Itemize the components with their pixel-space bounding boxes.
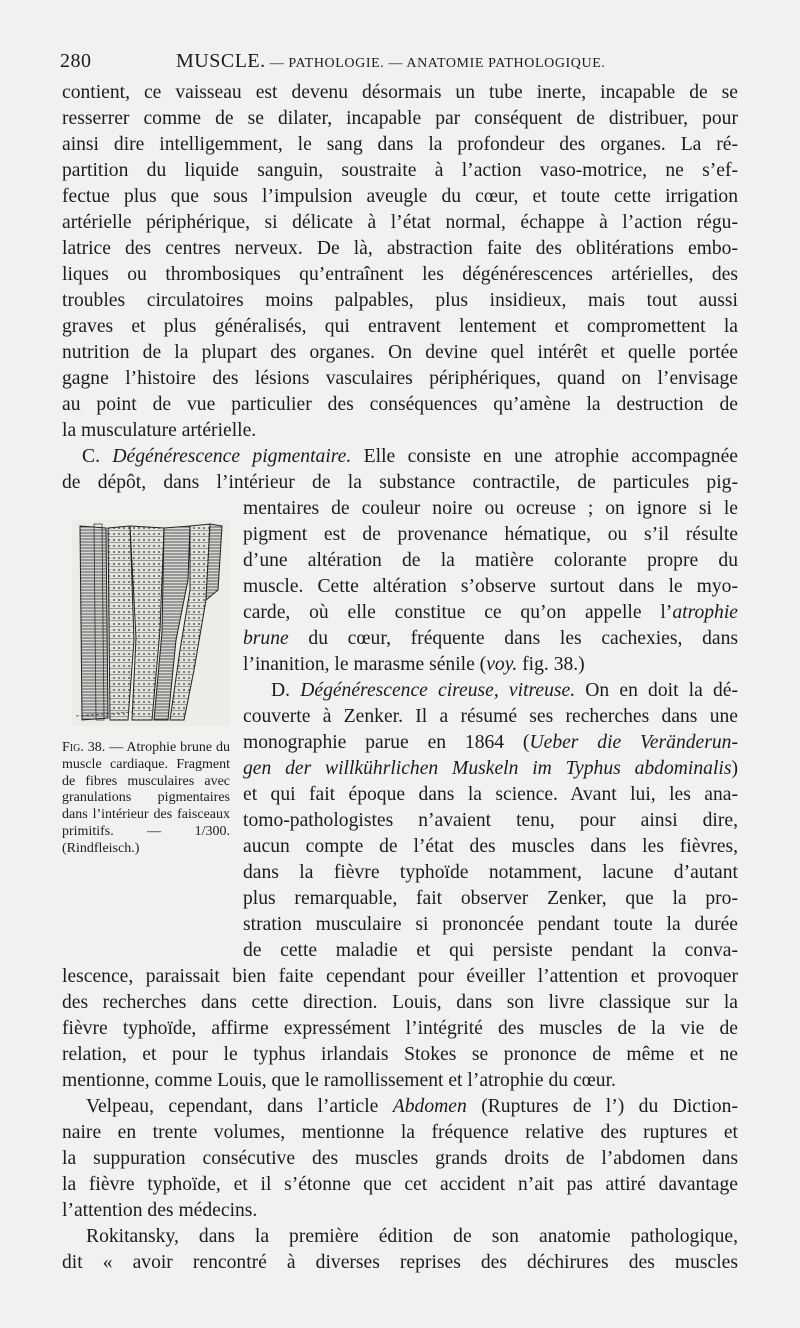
- text-fragment: (Ruptures de l’) du Diction-: [466, 1096, 738, 1117]
- running-header: [60, 46, 740, 76]
- text-line: fectue plus que sous l’impulsion aveugle du cœur, et toute cette irrigation: [62, 186, 738, 207]
- text-line: d’une altération de la matière colorante propre du: [243, 550, 738, 571]
- section-c-heading-line: [62, 444, 738, 470]
- text-line: naire en trente volumes, mentionne la fréquence relative des ruptures et: [62, 1122, 738, 1143]
- running-title-main: MUSCLE.: [176, 50, 266, 72]
- section-label: C.: [82, 446, 113, 467]
- italic-term: brune: [243, 628, 289, 649]
- text-line: resserrer comme de se dilater, incapable par conséquent de distribuer, pour: [62, 108, 738, 129]
- text-line: troubles circulatoires moins palpables, plus insidieux, mais tout aussi: [62, 290, 738, 311]
- text-line: gagne l’histoire des lésions vasculaires périphériques, quand on l’envisage: [62, 368, 738, 389]
- italic-title: Ueber die Veränderun-: [529, 732, 738, 753]
- italic-term: Abdomen: [392, 1096, 467, 1117]
- text-line: aucun compte de l’état des muscles dans les fièvres,: [243, 836, 738, 857]
- text-line: liques ou thrombosiques qu’entraînent les dégénérescences artérielles, des: [62, 264, 738, 285]
- section-d-heading-line: [243, 678, 738, 704]
- text-line: latrice des centres nerveux. De là, abstraction faite des oblitérations embo-: [62, 238, 738, 259]
- text-line: nutrition de la plupart des organes. On devine quel intérêt et quelle portée: [62, 342, 738, 363]
- text-fragment: du cœur, fréquente dans les cachexies, dans: [288, 628, 738, 649]
- text-line: dit « avoir rencontré à diverses reprises des déchirures des muscles: [62, 1252, 738, 1273]
- italic-title: gen der willkührlichen Muskeln im Typhus abdominalis: [243, 758, 732, 779]
- text-line: [243, 730, 738, 756]
- text-line: mentaires de couleur noire ou ocreuse ; on ignore si le: [243, 498, 738, 519]
- figure-label: Fig. 38.: [62, 740, 106, 755]
- section-label: D.: [271, 680, 301, 701]
- text-line: plus remarquable, fait observer Zenker, que la pro-: [243, 888, 738, 909]
- text-line: [243, 600, 738, 626]
- text-fragment: ): [731, 758, 738, 779]
- text-line: au point de vue particulier des conséquences qu’amène la destruction de: [62, 394, 738, 415]
- text-line: [243, 756, 738, 782]
- text-line: relation, et pour le typhus irlandais Stokes se prononce de même et ne: [62, 1044, 738, 1065]
- section-title: Dégénérescence cireuse, vitreuse.: [300, 680, 576, 701]
- text-line: ainsi dire intelligemment, le sang dans la profondeur des organes. La ré-: [62, 134, 738, 155]
- text-fragment: On en doit la dé-: [575, 680, 738, 701]
- text-line: artérielle périphérique, si délicate à l’état normal, échappe à l’action régu-: [62, 212, 738, 233]
- text-fragment: Velpeau, cependant, dans l’article: [86, 1096, 393, 1117]
- text-line: mentionne, comme Louis, que le ramollissement et l’atrophie du cœur.: [62, 1070, 616, 1091]
- text-line: pigment est de provenance hématique, ou s’il résulte: [243, 524, 738, 545]
- text-line: de cette maladie et qui persiste pendant la conva-: [243, 940, 738, 961]
- text-line: Rokitansky, dans la première édition de son anatomie pathologique,: [86, 1226, 738, 1247]
- text-line: des recherches dans cette direction. Louis, dans son livre classique sur la: [62, 992, 738, 1013]
- italic-term: atrophie: [672, 602, 738, 623]
- muscle-fiber-illustration: [72, 520, 230, 726]
- text-line: graves et plus généralisés, qui entravent lentement et compromettent la: [62, 316, 738, 337]
- text-fragment: monographie parue en 1864 (: [243, 732, 530, 753]
- page-number: 280: [60, 50, 92, 72]
- text-line: couverte à Zenker. Il a résumé ses recherches dans une: [243, 706, 738, 727]
- text-line: l’attention des médecins.: [62, 1200, 258, 1221]
- figure-caption: [62, 740, 230, 858]
- text-line: lescence, paraissait bien faite cependant pour éveiller l’attention et provoquer: [62, 966, 738, 987]
- text-fragment: Elle consiste en une atrophie accompagnée: [351, 446, 738, 467]
- text-fragment: carde, où elle constitue ce qu’on appelle l’: [243, 602, 673, 623]
- text-line: dans la fièvre typhoïde notamment, lacune d’autant: [243, 862, 738, 883]
- caption-text: — Atrophie brune du muscle cardiaque. Fragment de fibres musculaires avec granulations pigmentaires dans l’intérieur des faisceaux primitifs. — 1/300. (Rindfleisch.): [62, 740, 230, 856]
- text-line: partition du liquide sanguin, soustraite à l’action vaso-motrice, ne s’ef-: [62, 160, 738, 181]
- text-line: la suppuration consécutive des muscles grands droits de l’abdomen dans: [62, 1148, 738, 1169]
- text-fragment: fig. 38.): [517, 654, 585, 675]
- text-line: et qui fait époque dans la science. Avant lui, les ana-: [243, 784, 738, 805]
- text-line: [243, 626, 738, 652]
- text-line: tomo-pathologistes n’avaient tenu, pour ainsi dire,: [243, 810, 738, 831]
- text-line: la musculature artérielle.: [62, 420, 257, 441]
- section-title: Dégénérescence pigmentaire.: [112, 446, 352, 467]
- text-line: [243, 652, 738, 678]
- text-line: muscle. Cette altération s’observe surtout dans le myo-: [243, 576, 738, 597]
- text-line: stration musculaire si prononcée pendant toute la durée: [243, 914, 738, 935]
- text-line: de dépôt, dans l’intérieur de la substance contractile, de particules pig-: [62, 472, 738, 493]
- italic-term: voy.: [486, 654, 518, 675]
- running-title-rest: — PATHOLOGIE. — ANATOMIE PATHOLOGIQUE.: [265, 56, 606, 71]
- text-line: [62, 1094, 738, 1120]
- text-line: la fièvre typhoïde, et il s’étonne que cet accident n’ait pas attiré davantage: [62, 1174, 738, 1195]
- text-line: fièvre typhoïde, affirme expressément l’intégrité des muscles de la vie de: [62, 1018, 738, 1039]
- running-title: [176, 50, 605, 73]
- text-line: contient, ce vaisseau est devenu désormais un tube inerte, incapable de se: [62, 82, 738, 103]
- text-fragment: l’inanition, le marasme sénile (: [243, 654, 487, 675]
